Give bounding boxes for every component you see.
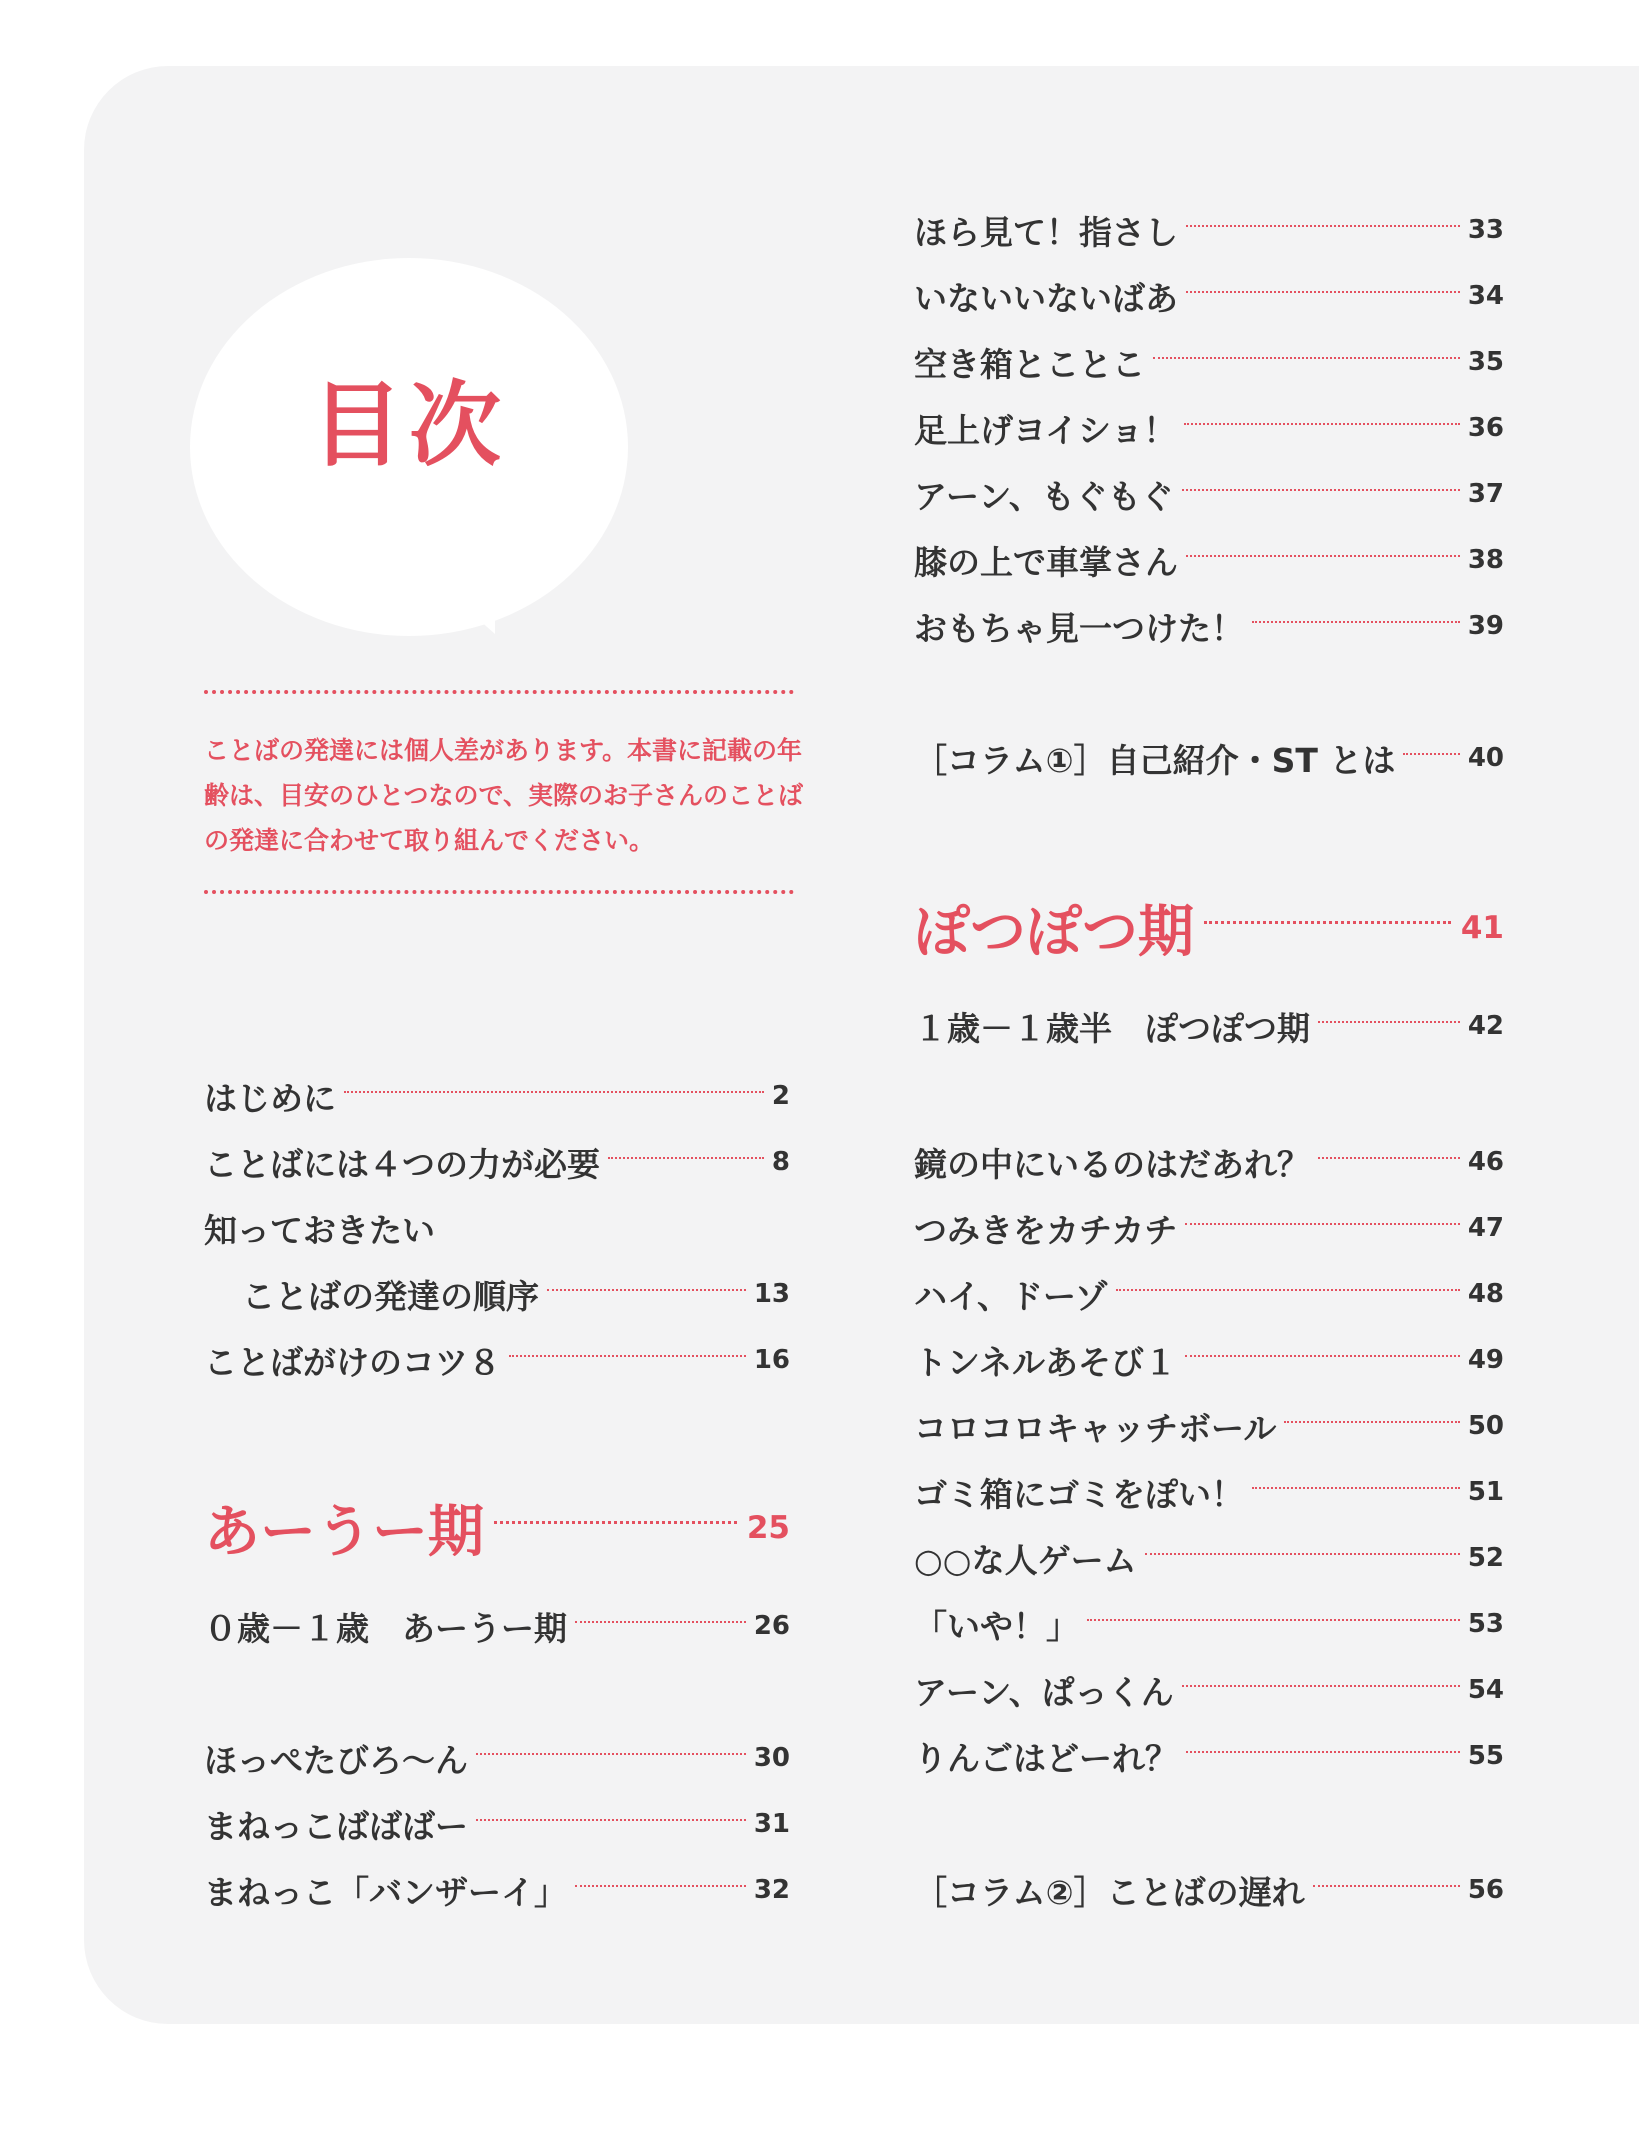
toc-item[interactable] (204, 1732, 790, 1784)
toc-label: いないいないばあ (914, 278, 1178, 318)
toc-page: 51 (1467, 1477, 1504, 1507)
toc-label: ○○な人ゲーム (914, 1540, 1137, 1580)
toc-label: はじめに (204, 1078, 336, 1118)
toc-page: 48 (1467, 1279, 1504, 1309)
toc-item[interactable] (242, 1268, 790, 1320)
toc-label: ことばには４つの力が必要 (204, 1144, 600, 1184)
toc-page: 35 (1467, 347, 1504, 377)
toc-item[interactable] (204, 1202, 790, 1254)
toc-item[interactable] (914, 1730, 1504, 1782)
toc-item[interactable] (914, 402, 1504, 454)
section-label: ぽつぽつ期 (914, 900, 1194, 965)
toc-page: 30 (753, 1743, 790, 1773)
toc-column-item[interactable] (914, 732, 1504, 784)
leader-dots (1182, 1685, 1460, 1687)
toc-item[interactable] (914, 1136, 1504, 1188)
toc-label: アーン、ぱっくん (914, 1672, 1174, 1712)
leader-dots (1186, 225, 1460, 227)
leader-dots (494, 1521, 737, 1524)
toc-label: コロコロキャッチボール (914, 1408, 1277, 1448)
toc-item[interactable] (204, 1136, 790, 1188)
toc-page: 31 (753, 1809, 790, 1839)
speech-bubble-tail (445, 590, 495, 634)
leader-dots (547, 1289, 746, 1291)
leader-dots (1403, 753, 1459, 755)
leader-dots (476, 1819, 746, 1821)
toc-label: ほっぺたびろ～ん (204, 1740, 468, 1780)
toc-item[interactable] (204, 1864, 790, 1916)
leader-dots (1186, 1751, 1460, 1753)
toc-label: ほら見て！指さし (914, 212, 1178, 252)
toc-item[interactable] (914, 1598, 1504, 1650)
toc-page: 52 (1467, 1543, 1504, 1573)
leader-dots (1318, 1021, 1460, 1023)
leader-dots (1313, 1885, 1460, 1887)
leader-dots (1252, 621, 1460, 623)
section-label: あーうー期 (204, 1500, 484, 1565)
toc-page: 49 (1467, 1345, 1504, 1375)
toc-label: トンネルあそび１ (914, 1342, 1178, 1382)
toc-item[interactable] (914, 1202, 1504, 1254)
toc-page: 46 (1467, 1147, 1504, 1177)
toc-item[interactable] (914, 600, 1504, 652)
toc-page: 53 (1467, 1609, 1504, 1639)
toc-sub-item[interactable] (914, 1000, 1504, 1052)
page-title: 目次 (310, 372, 507, 479)
toc-label: 鏡の中にいるのはだあれ？ (914, 1144, 1310, 1184)
toc-page: 39 (1467, 611, 1504, 641)
toc-label: 「いや！」 (914, 1606, 1079, 1646)
leader-dots (575, 1621, 746, 1623)
toc-item[interactable] (914, 204, 1504, 256)
leader-dots (1182, 489, 1460, 491)
toc-label: おもちゃ見一つけた！ (914, 608, 1244, 648)
toc-page: 55 (1467, 1741, 1504, 1771)
toc-item[interactable] (914, 270, 1504, 322)
toc-label: ことばがけのコツ８ (204, 1342, 501, 1382)
section-page: 25 (746, 1510, 790, 1546)
toc-page: 16 (753, 1345, 790, 1375)
toc-label: 膝の上で車掌さん (914, 542, 1178, 582)
toc-label: まねっこばばばー (204, 1806, 468, 1846)
toc-sub-item[interactable] (204, 1600, 790, 1652)
leader-dots (1145, 1553, 1460, 1555)
toc-item[interactable] (204, 1798, 790, 1850)
toc-label: １歳－１歳半 ぽつぽつ期 (914, 1008, 1310, 1048)
toc-item[interactable] (204, 1334, 790, 1386)
toc-label: ハイ、ドーゾ (914, 1276, 1108, 1316)
toc-page: 2 (771, 1081, 790, 1111)
toc-item[interactable] (914, 1334, 1504, 1386)
section-title-aau[interactable] (204, 1488, 790, 1568)
toc-label: ゴミ箱にゴミをぽい！ (914, 1474, 1244, 1514)
toc-label: ことばの発達の順序 (242, 1276, 539, 1316)
toc-label: ［コラム①］自己紹介・ST とは (914, 740, 1396, 780)
toc-item[interactable] (914, 1532, 1504, 1584)
toc-item[interactable] (204, 1070, 790, 1122)
section-title-potsupotsu[interactable] (914, 888, 1504, 968)
toc-item[interactable] (914, 1664, 1504, 1716)
toc-page: 37 (1467, 479, 1504, 509)
toc-column-item[interactable] (914, 1864, 1504, 1916)
leader-dots (509, 1355, 746, 1357)
toc-label: つみきをカチカチ (914, 1210, 1178, 1250)
toc-label: りんごはどーれ？ (914, 1738, 1178, 1778)
leader-dots (1184, 423, 1459, 425)
toc-label: ［コラム②］ことばの遅れ (914, 1872, 1305, 1912)
note-bottom-rule (204, 890, 794, 894)
toc-page: 54 (1467, 1675, 1504, 1705)
toc-page: 36 (1467, 413, 1504, 443)
note-top-rule (204, 690, 794, 694)
toc-page: 13 (753, 1279, 790, 1309)
toc-page: 34 (1467, 281, 1504, 311)
leader-dots (344, 1091, 764, 1093)
toc-page: 56 (1467, 1875, 1504, 1905)
toc-item[interactable] (914, 1466, 1504, 1518)
toc-page: 40 (1467, 743, 1504, 773)
leader-dots (476, 1753, 746, 1755)
leader-dots (1284, 1421, 1459, 1423)
toc-label: アーン、もぐもぐ (914, 476, 1174, 516)
leader-dots (1087, 1619, 1460, 1621)
toc-label: まねっこ「バンザーイ」 (204, 1872, 567, 1912)
toc-label: 足上げヨイショ！ (914, 410, 1177, 450)
toc-label: ０歳－１歳 あーうー期 (204, 1608, 567, 1648)
leader-dots (575, 1885, 746, 1887)
leader-dots (608, 1157, 764, 1159)
toc-page: 50 (1467, 1411, 1504, 1441)
toc-item[interactable] (914, 468, 1504, 520)
leader-dots (1318, 1157, 1460, 1159)
leader-dots (1186, 291, 1460, 293)
toc-page: 8 (771, 1147, 790, 1177)
toc-label: 知っておきたい (204, 1210, 435, 1250)
leader-dots (1186, 555, 1460, 557)
leader-dots (1185, 1355, 1460, 1357)
toc-page: 26 (753, 1611, 790, 1641)
leader-dots (1153, 357, 1460, 359)
toc-item[interactable] (914, 534, 1504, 586)
toc-item[interactable] (914, 336, 1504, 388)
toc-page: 32 (753, 1875, 790, 1905)
toc-item[interactable] (914, 1268, 1504, 1320)
toc-label: 空き箱とことこ (914, 344, 1145, 384)
toc-page: 38 (1467, 545, 1504, 575)
section-page: 41 (1460, 910, 1504, 946)
toc-page: 42 (1467, 1011, 1504, 1041)
leader-dots (1204, 921, 1451, 924)
leader-dots (1116, 1289, 1460, 1291)
leader-dots (1252, 1487, 1460, 1489)
toc-item[interactable] (914, 1400, 1504, 1452)
note-text: ことばの発達には個人差があります。本書に記載の年齢は、目安のひとつなので、実際のお子さんのことばの発達に合わせて取り組んでください。 (204, 736, 804, 855)
toc-page: 33 (1467, 215, 1504, 245)
toc-page: 47 (1467, 1213, 1504, 1243)
leader-dots (1185, 1223, 1459, 1225)
